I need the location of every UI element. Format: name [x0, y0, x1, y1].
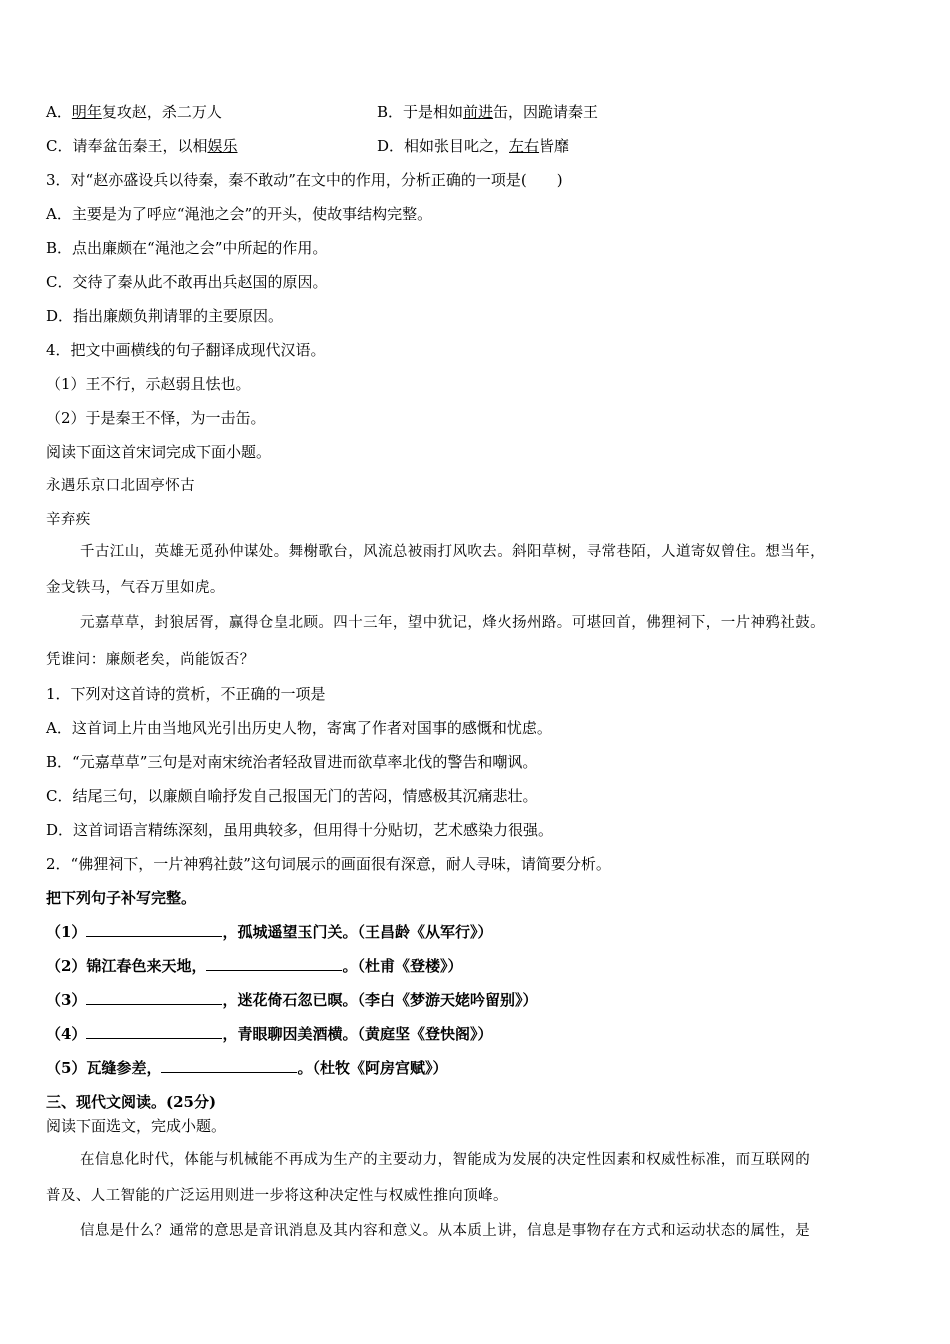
fill-item-2: （2）锦江春色来天地， 。（杜甫《登楼》）: [46, 957, 463, 975]
fill-item-4: （4） ，青眼聊因美酒横。（黄庭坚《登快阁》）: [46, 1025, 493, 1043]
poem-stanza-2-line-2: 凭谁问：廉颇老矣，尚能饭否？: [46, 652, 255, 668]
poem-author: 辛弃疾: [46, 512, 91, 528]
q4-sentence-2: （2）于是秦王不怿，为一击缶。: [46, 409, 266, 427]
fill-item-5: （5）瓦缝参差， 。（杜牧《阿房宫赋》）: [46, 1059, 448, 1077]
q2-option-a: A．明年复攻赵，杀二万人: [46, 103, 222, 121]
passage-paragraph-1-line-2: 普及、人工智能的广泛运用则进一步将这种决定性与权威性推向顶峰。: [46, 1188, 508, 1204]
poem-q1-option-b: B．“元嘉草草”三句是对南宋统治者轻敌冒进而欲草率北伐的警告和嘲讽。: [46, 753, 538, 771]
underlined-word: 左右: [509, 137, 540, 155]
section-3-intro: 阅读下面选文，完成小题。: [46, 1117, 227, 1135]
section-3-heading: 三、现代文阅读。(25分): [46, 1093, 217, 1111]
fill-item-1: （1） ，孤城遥望玉门关。（王昌龄《从军行》）: [46, 923, 493, 941]
fill-item-3: （3） ，迷花倚石忽已暝。（李白《梦游天姥吟留别》）: [46, 991, 538, 1009]
poem-q1-stem: 1．下列对这首诗的赏析，不正确的一项是: [46, 685, 326, 703]
poem-stanza-2-line-1: 元嘉草草，封狼居胥，赢得仓皇北顾。四十三年，望中犹记，烽火扬州路。可堪回首，佛狸祠下，一片神鸦社鼓。: [80, 615, 825, 631]
q3-option-a: A．主要是为了呼应“渑池之会”的开头，使故事结构完整。: [46, 205, 433, 223]
answer-blank[interactable]: [86, 922, 222, 937]
poem-stanza-1-line-2: 金戈铁马，气吞万里如虎。: [46, 580, 225, 596]
poem-intro: 阅读下面这首宋词完成下面小题。: [46, 443, 272, 461]
poem-title: 永遇乐京口北固亭怀古: [46, 478, 195, 494]
poem-q1-option-d: D．这首词语言精练深刻，虽用典较多，但用得十分贴切，艺术感染力很强。: [46, 821, 554, 839]
poem-q1-option-a: A．这首词上片由当地风光引出历史人物，寄寓了作者对国事的感慨和忧虑。: [46, 719, 552, 737]
underlined-word: 明年: [71, 103, 102, 121]
answer-blank[interactable]: [206, 956, 342, 971]
answer-blank[interactable]: [161, 1058, 297, 1073]
q2-option-b: B．于是相如前进缶，因跪请秦王: [377, 103, 599, 121]
q2-option-c: C．请奉盆缶秦王，以相娱乐: [46, 137, 238, 155]
fill-heading: 把下列句子补写完整。: [46, 889, 197, 907]
underlined-word: 娱乐: [207, 137, 238, 155]
passage-paragraph-1-line-1: 在信息化时代，体能与机械能不再成为生产的主要动力，智能成为发展的决定性因素和权威性标准，而互联网的: [80, 1152, 811, 1168]
poem-q1-option-c: C．结尾三句，以廉颇自喻抒发自己报国无门的苦闷，情感极其沉痛悲壮。: [46, 787, 538, 805]
q3-option-d: D．指出廉颇负荆请罪的主要原因。: [46, 307, 284, 325]
q4-stem: 4．把文中画横线的句子翻译成现代汉语。: [46, 341, 326, 359]
q3-option-b: B．点出廉颇在“渑池之会”中所起的作用。: [46, 239, 328, 257]
passage-paragraph-2-line-1: 信息是什么？通常的意思是音讯消息及其内容和意义。从本质上讲，信息是事物存在方式和运动状态的属性，是: [80, 1223, 811, 1239]
q3-stem: 3．对“赵亦盛设兵以待秦，秦不敢动”在文中的作用，分析正确的一项是( ): [46, 171, 563, 189]
q4-sentence-1: （1）王不行，示赵弱且怯也。: [46, 375, 251, 393]
answer-blank[interactable]: [86, 1024, 222, 1039]
answer-blank[interactable]: [86, 990, 222, 1005]
q3-option-c: C．交待了秦从此不敢再出兵赵国的原因。: [46, 273, 328, 291]
underlined-word: 前进: [463, 103, 494, 121]
poem-stanza-1-line-1: 千古江山，英雄无觅孙仲谋处。舞榭歌台，风流总被雨打风吹去。斜阳草树，寻常巷陌，人道寄奴曾住。想当年，: [80, 544, 825, 560]
q2-option-d: D．相如张目叱之，左右皆靡: [377, 137, 570, 155]
poem-q2-stem: 2．“佛狸祠下，一片神鸦社鼓”这句词展示的画面很有深意，耐人寻味，请简要分析。: [46, 855, 611, 873]
